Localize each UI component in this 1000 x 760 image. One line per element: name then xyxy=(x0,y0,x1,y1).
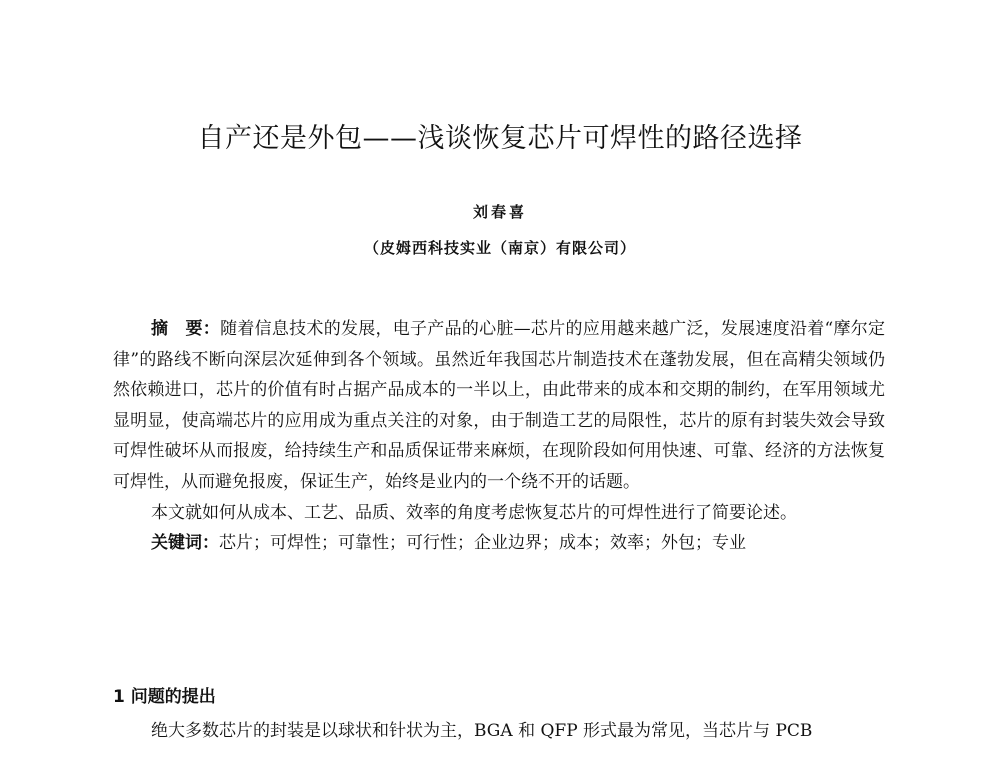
keywords-line xyxy=(113,528,885,559)
abstract-paragraph xyxy=(113,314,885,498)
keywords-label: 关键词： xyxy=(151,533,219,554)
author-affiliation: （皮姆西科技实业（南京）有限公司） xyxy=(363,239,636,257)
abstract-text: 随着信息技术的发展，电子产品的心脏—芯片的应用越来越广泛，发展速度沿着“摩尔定律”的路线不断向深层次延伸到各个领域。虽然近年我国芯片制造技术在蓬勃发展，但在高精尖领域仍然依赖进口，芯片的价值有时占据产品成本的一半以上，由此带来的成本和交期的制约，在军用领域尤显明显，使高端芯片的应用成为重点关注的对象，由于制造工艺的局限性，芯片的原有封装失效会导致可焊性破坏从而报废，给持续生产和品质保证带来麻烦，在现阶段如何用快速、可靠、经济的方法恢复可焊性，从而避免报废，保证生产，始终是业内的一个绕不开的话题。 xyxy=(113,319,885,492)
paper-title: 自产还是外包——浅谈恢复芯片可焊性的路径选择 xyxy=(197,123,803,154)
section-heading: 1 问题的提出 xyxy=(113,687,216,707)
abstract-paragraph-2: 本文就如何从成本、工艺、品质、效率的角度考虑恢复芯片的可焊性进行了简要论述。 xyxy=(151,502,797,523)
section-body-text: 绝大多数芯片的封装是以球状和针状为主，BGA 和 QFP 形式最为常见，当芯片与 PCB xyxy=(151,721,813,741)
author-name: 刘春喜 xyxy=(472,203,527,221)
abstract-block xyxy=(113,314,885,559)
abstract-label: 摘 要： xyxy=(151,319,221,339)
keywords-text: 芯片；可焊性；可靠性；可行性；企业边界；成本；效率；外包；专业 xyxy=(219,533,746,554)
